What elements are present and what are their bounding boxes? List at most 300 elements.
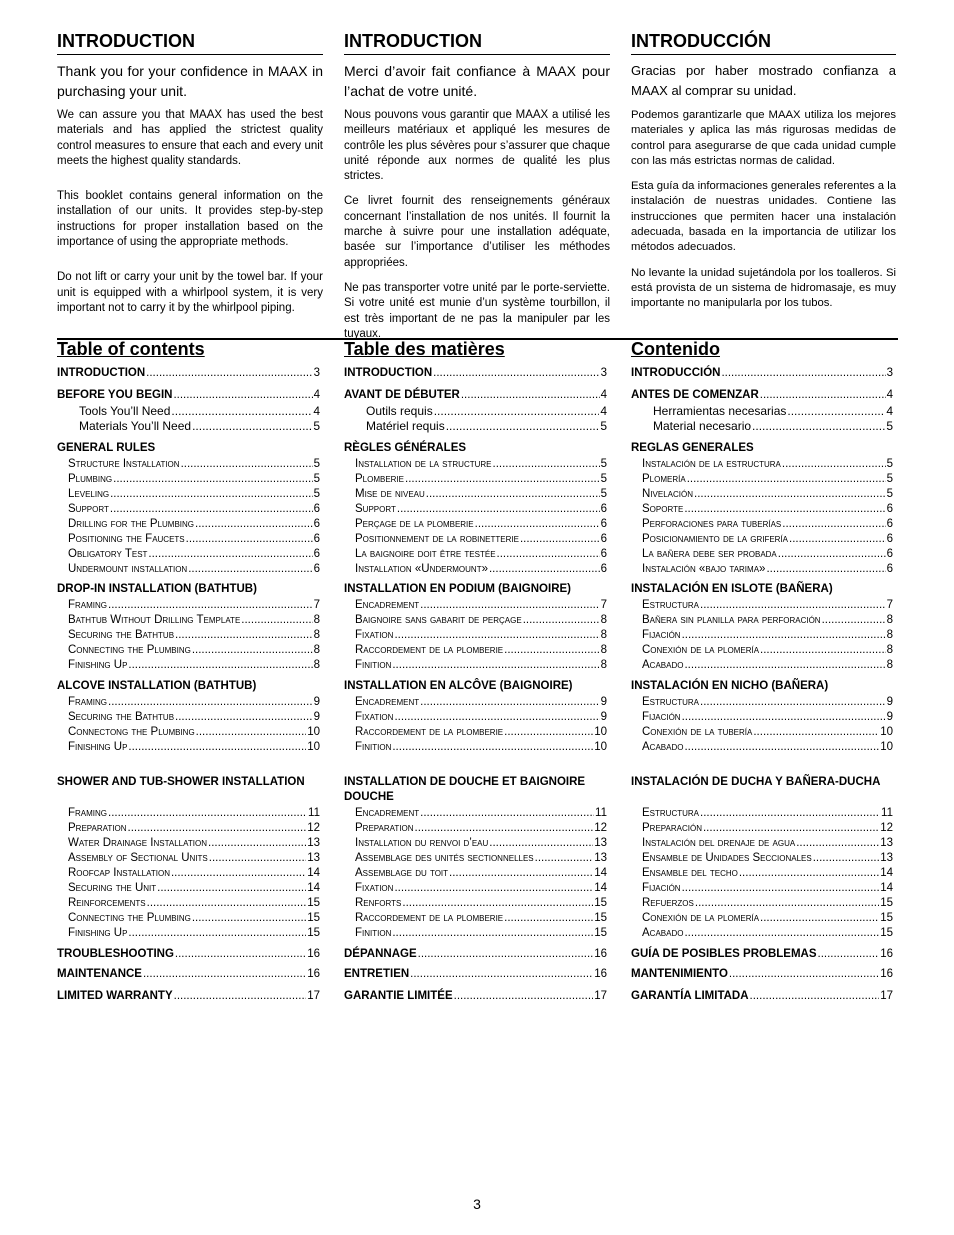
intro-lead: Thank you for your confidence in MAAX in purchasing your unit. xyxy=(57,63,323,99)
intro-heading: INTRODUCCIÓN xyxy=(631,30,896,55)
toc-entry[interactable] xyxy=(355,725,607,740)
toc-dot-leader xyxy=(110,502,313,517)
toc-entry-page: 6 xyxy=(600,548,607,560)
toc-entry[interactable] xyxy=(68,851,320,866)
toc-entry-page: 8 xyxy=(600,644,607,656)
toc-entry[interactable] xyxy=(355,821,607,836)
toc-entry[interactable] xyxy=(68,472,320,487)
toc-entry[interactable] xyxy=(57,388,320,403)
toc-entry-title: Renforts xyxy=(355,897,402,909)
toc-entry-title: Perçage de la plomberie xyxy=(355,518,474,530)
toc-entry[interactable] xyxy=(642,740,893,755)
toc-entry-title: Acabado xyxy=(642,927,684,939)
toc-entry-title: GUÍA DE POSIBLES PROBLEMAS xyxy=(631,948,817,960)
toc-section-heading[interactable] xyxy=(631,441,893,456)
toc-entry-page: 4 xyxy=(886,404,893,418)
toc-entry[interactable] xyxy=(355,710,607,725)
toc-entry[interactable] xyxy=(57,947,320,962)
toc-entry-page: 6 xyxy=(600,518,607,530)
toc-dot-leader xyxy=(397,502,600,517)
toc-entry-page: 13 xyxy=(307,837,320,849)
toc-entry-title: Acabado xyxy=(642,659,684,671)
toc-entry-title: Estructura xyxy=(642,599,700,611)
toc-entry[interactable] xyxy=(68,866,320,881)
toc-entry-title: Connecting the Plumbing xyxy=(68,644,191,656)
toc-entry-page: 6 xyxy=(886,518,893,530)
toc-entry[interactable] xyxy=(642,881,893,896)
toc-entry[interactable] xyxy=(355,487,607,502)
toc-entry[interactable] xyxy=(642,710,893,725)
toc-entry-title: Instalación del drenaje de agua xyxy=(642,837,796,849)
toc-entry-title: Baignoire sans gabarit de perçage xyxy=(355,614,522,626)
toc-entry-title: Plomería xyxy=(642,473,686,485)
toc-entry-page: 9 xyxy=(886,696,893,708)
toc-entry[interactable] xyxy=(642,517,893,532)
toc-entry[interactable] xyxy=(68,911,320,926)
toc-entry[interactable] xyxy=(642,926,893,941)
toc-entry[interactable] xyxy=(68,926,320,941)
toc-entry-title: Nivelación xyxy=(642,488,693,500)
toc-entry[interactable] xyxy=(68,643,320,658)
toc-entry-page: 15 xyxy=(307,927,320,939)
toc-entry[interactable] xyxy=(642,643,893,658)
toc-dot-leader xyxy=(143,967,306,982)
toc-entry[interactable] xyxy=(344,989,607,1004)
toc-entry-title: Positioning the Faucets xyxy=(68,533,185,545)
toc-dot-leader xyxy=(822,613,886,628)
toc-dot-leader xyxy=(750,989,880,1004)
toc-dot-leader xyxy=(687,472,886,487)
toc-section-heading[interactable] xyxy=(631,775,893,790)
toc-entry-page: 6 xyxy=(886,563,893,575)
toc-entry[interactable] xyxy=(68,547,320,562)
toc-dot-leader xyxy=(209,851,306,866)
toc-entry-title: Securing the Bathtub xyxy=(68,711,175,723)
toc-entry[interactable] xyxy=(642,851,893,866)
toc-dot-leader xyxy=(148,547,312,562)
toc-entry-page: 5 xyxy=(313,419,320,433)
toc-entry-page: 6 xyxy=(313,518,320,530)
toc-entry-page: 7 xyxy=(600,599,607,611)
toc-section-heading[interactable] xyxy=(344,775,607,805)
toc-entry-page: 8 xyxy=(600,614,607,626)
toc-entry-title: Tools You’ll Need xyxy=(79,404,171,418)
toc-entry[interactable] xyxy=(68,740,320,755)
toc-entry-title: Connecting the Plumbing xyxy=(68,912,191,924)
toc-entry-page: 3 xyxy=(313,367,320,379)
toc-entry[interactable] xyxy=(57,366,320,381)
toc-entry-title: RÈGLES GÉNÉRALES xyxy=(344,442,467,454)
toc-dot-leader xyxy=(700,598,886,613)
toc-entry-title: Fijación xyxy=(642,882,681,894)
toc-entry-title: Finishing Up xyxy=(68,659,128,671)
page-number: 3 xyxy=(473,1196,481,1212)
toc-dot-leader xyxy=(766,562,885,577)
toc-dot-leader xyxy=(796,836,879,851)
toc-entry[interactable] xyxy=(642,821,893,836)
toc-entry[interactable] xyxy=(68,658,320,673)
toc-entry[interactable] xyxy=(57,989,320,1004)
toc-entry[interactable] xyxy=(355,740,607,755)
toc-entry-page: 16 xyxy=(307,968,320,980)
toc-dot-leader xyxy=(454,989,594,1004)
toc-entry[interactable] xyxy=(68,710,320,725)
toc-entry[interactable] xyxy=(355,836,607,851)
toc-entry[interactable] xyxy=(355,926,607,941)
introduction-section xyxy=(57,30,897,340)
toc-entry-title: Encadrement xyxy=(355,599,420,611)
toc-entry-page: 8 xyxy=(313,614,320,626)
intro-paragraph: Ne pas transporter votre unité par le porte-serviette. Si votre unité est munie d’un système tourbillon, il est très important de ne pas la manipuler par les tuyaux. xyxy=(344,281,610,340)
toc-entry[interactable] xyxy=(653,419,893,434)
toc-entry[interactable] xyxy=(344,947,607,962)
toc-entry[interactable] xyxy=(631,947,893,962)
toc-dot-leader xyxy=(818,947,880,962)
toc-dot-leader xyxy=(192,419,312,434)
toc-entry-page: 4 xyxy=(886,389,893,401)
toc-entry[interactable] xyxy=(355,806,607,821)
toc-entry-page: 14 xyxy=(307,867,320,879)
toc-entry-page: 7 xyxy=(313,599,320,611)
intro-paragraph: No levante la unidad sujetándola por los toalleros. Si está provista de un sistema de hidromasaje, es muy importante no manipularla por los tubos. xyxy=(631,266,896,310)
toc-entry-title: INSTALACIÓN EN ISLOTE (BAÑERA) xyxy=(631,583,833,595)
toc-entry-title: Framing xyxy=(68,696,108,708)
toc-entry[interactable] xyxy=(68,613,320,628)
toc-entry[interactable] xyxy=(642,613,893,628)
toc-entry-page: 9 xyxy=(886,711,893,723)
toc-entry[interactable] xyxy=(642,911,893,926)
toc-entry-title: AVANT DE DÉBUTER xyxy=(344,389,460,401)
toc-entry[interactable] xyxy=(355,695,607,710)
toc-entry[interactable] xyxy=(366,404,607,419)
intro-heading: INTRODUCTION xyxy=(344,30,610,55)
toc-entry-title: INSTALACIÓN DE DUCHA Y BAÑERA-DUCHA xyxy=(631,776,881,788)
toc-entry-title: Preparation xyxy=(68,822,127,834)
toc-section-heading[interactable] xyxy=(57,775,320,790)
toc-dot-leader xyxy=(682,628,886,643)
toc-dot-leader xyxy=(128,740,306,755)
toc-entry[interactable] xyxy=(631,366,893,381)
toc-entry-page: 11 xyxy=(595,807,607,819)
toc-entry[interactable] xyxy=(79,419,320,434)
toc-entry-title: Plomberie xyxy=(355,473,405,485)
intro-paragraph: We can assure you that MAAX has used the best materials and has applied the strictest quality control measures to ensure that each and every unit meets the highest quality standards. xyxy=(57,109,323,167)
toc-dot-leader xyxy=(489,836,593,851)
toc-dot-leader xyxy=(394,881,593,896)
toc-entry[interactable] xyxy=(68,457,320,472)
toc-entry-title: Securing the Bathtub xyxy=(68,629,175,641)
toc-entry-title: TROUBLESHOOTING xyxy=(57,948,174,960)
toc-dot-leader xyxy=(787,404,885,419)
toc-entry[interactable] xyxy=(642,725,893,740)
toc-entry-title: Conexión de la tubería xyxy=(642,726,753,738)
toc-dot-leader xyxy=(418,947,594,962)
toc-entry-title: Installation de la structure xyxy=(355,458,492,470)
toc-dot-leader xyxy=(434,404,600,419)
toc-entry[interactable] xyxy=(344,366,607,381)
toc-entry[interactable] xyxy=(68,695,320,710)
toc-entry-title: Ensamble de Unidades Seccionales xyxy=(642,852,812,864)
toc-entry-page: 8 xyxy=(600,659,607,671)
toc-entry[interactable] xyxy=(355,562,607,577)
toc-entry[interactable] xyxy=(68,821,320,836)
toc-dot-leader xyxy=(700,695,886,710)
toc-entry-page: 9 xyxy=(313,696,320,708)
toc-entry-title: GARANTÍA LIMITADA xyxy=(631,990,749,1002)
toc-entry[interactable] xyxy=(344,967,607,982)
toc-entry[interactable] xyxy=(68,502,320,517)
toc-entry-page: 13 xyxy=(594,837,607,849)
toc-section-heading[interactable] xyxy=(344,679,607,694)
toc-dot-leader xyxy=(684,740,879,755)
toc-entry-title: Reinforcements xyxy=(68,897,146,909)
toc-dot-leader xyxy=(157,881,306,896)
toc-entry[interactable] xyxy=(355,658,607,673)
toc-entry-page: 13 xyxy=(880,852,893,864)
toc-entry-title: Finition xyxy=(355,927,392,939)
toc-entry-page: 17 xyxy=(880,990,893,1002)
toc-entry-page: 16 xyxy=(307,948,320,960)
toc-column-english xyxy=(57,338,320,1002)
toc-entry[interactable] xyxy=(68,836,320,851)
toc-entry-page: 6 xyxy=(886,533,893,545)
toc-entry-page: 6 xyxy=(600,563,607,575)
toc-entry[interactable] xyxy=(355,896,607,911)
toc-entry-page: 4 xyxy=(600,404,607,418)
toc-entry-page: 9 xyxy=(600,711,607,723)
toc-entry-page: 5 xyxy=(313,473,320,485)
toc-entry[interactable] xyxy=(355,532,607,547)
toc-entry-page: 10 xyxy=(880,726,893,738)
toc-entry-page: 10 xyxy=(594,726,607,738)
toc-entry[interactable] xyxy=(355,457,607,472)
toc-entry[interactable] xyxy=(642,896,893,911)
toc-section-heading[interactable] xyxy=(344,441,607,456)
toc-entry[interactable] xyxy=(355,613,607,628)
toc-entry-page: 10 xyxy=(307,741,320,753)
toc-dot-leader xyxy=(394,710,599,725)
toc-entry-title: Preparación xyxy=(642,822,702,834)
toc-entry-page: 12 xyxy=(307,822,320,834)
toc-entry-page: 6 xyxy=(313,503,320,515)
toc-entry-page: 8 xyxy=(886,629,893,641)
toc-dot-leader xyxy=(186,532,313,547)
toc-entry[interactable] xyxy=(642,532,893,547)
toc-entry-title: INTRODUCTION xyxy=(344,367,433,379)
toc-entry[interactable] xyxy=(344,388,607,403)
toc-entry[interactable] xyxy=(631,989,893,1004)
toc-entry[interactable] xyxy=(642,628,893,643)
toc-entry-title: Refuerzos xyxy=(642,897,694,909)
toc-entry-page: 5 xyxy=(600,473,607,485)
toc-entry-title: Acabado xyxy=(642,741,684,753)
toc-entry[interactable] xyxy=(68,725,320,740)
toc-entry-title: Conexión de la plomería xyxy=(642,912,760,924)
toc-entry-title: Assemblage des unités sectionnelles xyxy=(355,852,534,864)
toc-dot-leader xyxy=(682,881,880,896)
toc-dot-leader xyxy=(475,517,600,532)
intro-column-french xyxy=(344,30,610,352)
toc-entry-title: Finishing Up xyxy=(68,927,128,939)
toc-entry[interactable] xyxy=(57,967,320,982)
toc-dot-leader xyxy=(405,472,600,487)
toc-entry[interactable] xyxy=(642,472,893,487)
toc-entry-page: 3 xyxy=(886,367,893,379)
toc-entry-title: Mise de niveau xyxy=(355,488,425,500)
toc-entry[interactable] xyxy=(68,487,320,502)
toc-section-heading[interactable] xyxy=(57,679,320,694)
toc-entry[interactable] xyxy=(355,866,607,881)
toc-entry[interactable] xyxy=(355,881,607,896)
toc-dot-leader xyxy=(520,532,600,547)
toc-dot-leader xyxy=(489,562,600,577)
intro-column-english xyxy=(57,30,323,326)
toc-entry-title: Fijación xyxy=(642,711,681,723)
toc-entry[interactable] xyxy=(642,547,893,562)
toc-section-heading[interactable] xyxy=(57,582,320,597)
toc-dot-leader xyxy=(760,643,886,658)
toc-entry-title: Undermount installation xyxy=(68,563,188,575)
toc-entry-title: Matériel requis xyxy=(366,419,445,433)
toc-entry-page: 5 xyxy=(600,458,607,470)
toc-entry[interactable] xyxy=(642,658,893,673)
toc-entry-page: 4 xyxy=(313,404,320,418)
toc-heading: Table des matières xyxy=(344,339,505,359)
toc-entry-title: Raccordement de la plomberie xyxy=(355,912,504,924)
toc-entry[interactable] xyxy=(642,502,893,517)
toc-entry-title: Securing the Unit xyxy=(68,882,157,894)
toc-section-heading[interactable] xyxy=(57,441,320,456)
toc-entry-page: 11 xyxy=(308,807,320,819)
toc-dot-leader xyxy=(497,547,600,562)
toc-entry-page: 8 xyxy=(886,644,893,656)
toc-entry-page: 6 xyxy=(313,533,320,545)
toc-entry-title: Fixation xyxy=(355,882,394,894)
toc-dot-leader xyxy=(753,725,879,740)
toc-dot-leader xyxy=(108,806,307,821)
toc-dot-leader xyxy=(175,628,313,643)
toc-entry-page: 8 xyxy=(313,644,320,656)
toc-entry-page: 13 xyxy=(880,837,893,849)
toc-dot-leader xyxy=(449,866,593,881)
toc-entry-title: INSTALLATION DE DOUCHE ET BAIGNOIRE DOUCHE xyxy=(344,776,586,803)
toc-entry[interactable] xyxy=(642,598,893,613)
toc-entry[interactable] xyxy=(355,472,607,487)
toc-entry[interactable] xyxy=(631,967,893,982)
toc-entry-title: Encadrement xyxy=(355,807,420,819)
toc-entry[interactable] xyxy=(642,457,893,472)
toc-entry[interactable] xyxy=(642,806,893,821)
toc-section-heading[interactable] xyxy=(631,582,893,597)
toc-entry-page: 6 xyxy=(600,533,607,545)
toc-entry-page: 14 xyxy=(307,882,320,894)
toc-dot-leader xyxy=(192,643,313,658)
toc-entry-page: 16 xyxy=(880,968,893,980)
toc-dot-leader xyxy=(128,658,312,673)
toc-entry-page: 14 xyxy=(880,867,893,879)
toc-entry[interactable] xyxy=(68,562,320,577)
toc-entry-page: 6 xyxy=(600,503,607,515)
toc-entry-page: 16 xyxy=(880,948,893,960)
toc-entry[interactable] xyxy=(642,487,893,502)
toc-entry[interactable] xyxy=(68,896,320,911)
toc-entry-title: Preparation xyxy=(355,822,414,834)
toc-dot-leader xyxy=(241,613,312,628)
toc-entry[interactable] xyxy=(355,643,607,658)
toc-entry-title: Leveling xyxy=(68,488,110,500)
toc-entry-page: 4 xyxy=(600,389,607,401)
toc-entry[interactable] xyxy=(366,419,607,434)
toc-section-heading[interactable] xyxy=(344,582,607,597)
intro-lead: Gracias por haber mostrado confianza a MAAX al comprar su unidad. xyxy=(631,63,896,98)
intro-paragraph: Esta guía da informaciones generales referentes a la instalación de nuestras unidades. Contiene las instrucciones que permiten hacer una instalación adecuada, basada en la importancia de utilizar los métodos adecuados. xyxy=(631,180,897,254)
toc-entry[interactable] xyxy=(355,517,607,532)
toc-dot-leader xyxy=(171,404,312,419)
toc-entry[interactable] xyxy=(68,881,320,896)
toc-entry[interactable] xyxy=(355,911,607,926)
toc-entry[interactable] xyxy=(642,562,893,577)
toc-dot-leader xyxy=(171,866,306,881)
toc-entry[interactable] xyxy=(355,598,607,613)
toc-entry[interactable] xyxy=(355,851,607,866)
toc-entry[interactable] xyxy=(642,695,893,710)
toc-entry-title: BEFORE YOU BEGIN xyxy=(57,389,173,401)
toc-entry-page: 15 xyxy=(880,927,893,939)
toc-dot-leader xyxy=(778,547,886,562)
toc-entry[interactable] xyxy=(355,547,607,562)
toc-dot-leader xyxy=(394,628,599,643)
toc-entry-page: 16 xyxy=(594,948,607,960)
toc-entry[interactable] xyxy=(642,866,893,881)
toc-entry[interactable] xyxy=(631,388,893,403)
toc-entry[interactable] xyxy=(68,532,320,547)
toc-dot-leader xyxy=(504,725,593,740)
toc-entry-title: Installation «Undermount» xyxy=(355,563,488,575)
toc-entry[interactable] xyxy=(68,517,320,532)
toc-entry[interactable] xyxy=(79,404,320,419)
toc-entry[interactable] xyxy=(355,628,607,643)
toc-entry[interactable] xyxy=(68,628,320,643)
toc-entry-title: Raccordement de la plomberie xyxy=(355,644,504,656)
toc-entry-title: DÉPANNAGE xyxy=(344,948,417,960)
toc-entry-page: 16 xyxy=(594,968,607,980)
toc-dot-leader xyxy=(188,562,312,577)
toc-entry-page: 15 xyxy=(594,927,607,939)
toc-entry-page: 9 xyxy=(600,696,607,708)
toc-dot-leader xyxy=(402,896,593,911)
toc-section-heading[interactable] xyxy=(631,679,893,694)
toc-entry[interactable] xyxy=(355,502,607,517)
toc-entry-page: 15 xyxy=(594,912,607,924)
toc-entry[interactable] xyxy=(653,404,893,419)
toc-entry[interactable] xyxy=(68,806,320,821)
toc-entry-title: REGLAS GENERALES xyxy=(631,442,754,454)
toc-entry-title: Assemblage du toit xyxy=(355,867,449,879)
toc-entry-title: Herramientas necesarias xyxy=(653,404,787,418)
toc-entry-page: 14 xyxy=(594,867,607,879)
toc-entry[interactable] xyxy=(68,598,320,613)
toc-dot-leader xyxy=(147,896,307,911)
toc-dot-leader xyxy=(782,517,885,532)
intro-lead: Merci d’avoir fait confiance à MAAX pour l’achat de votre unité. xyxy=(344,63,610,99)
toc-entry-page: 5 xyxy=(313,458,320,470)
toc-dot-leader xyxy=(175,947,306,962)
toc-dot-leader xyxy=(392,926,593,941)
toc-entry-title: Posicionamiento de la grifería xyxy=(642,533,789,545)
toc-entry[interactable] xyxy=(642,836,893,851)
toc-entry-title: LIMITED WARRANTY xyxy=(57,990,173,1002)
toc-entry-title: Plumbing xyxy=(68,473,113,485)
